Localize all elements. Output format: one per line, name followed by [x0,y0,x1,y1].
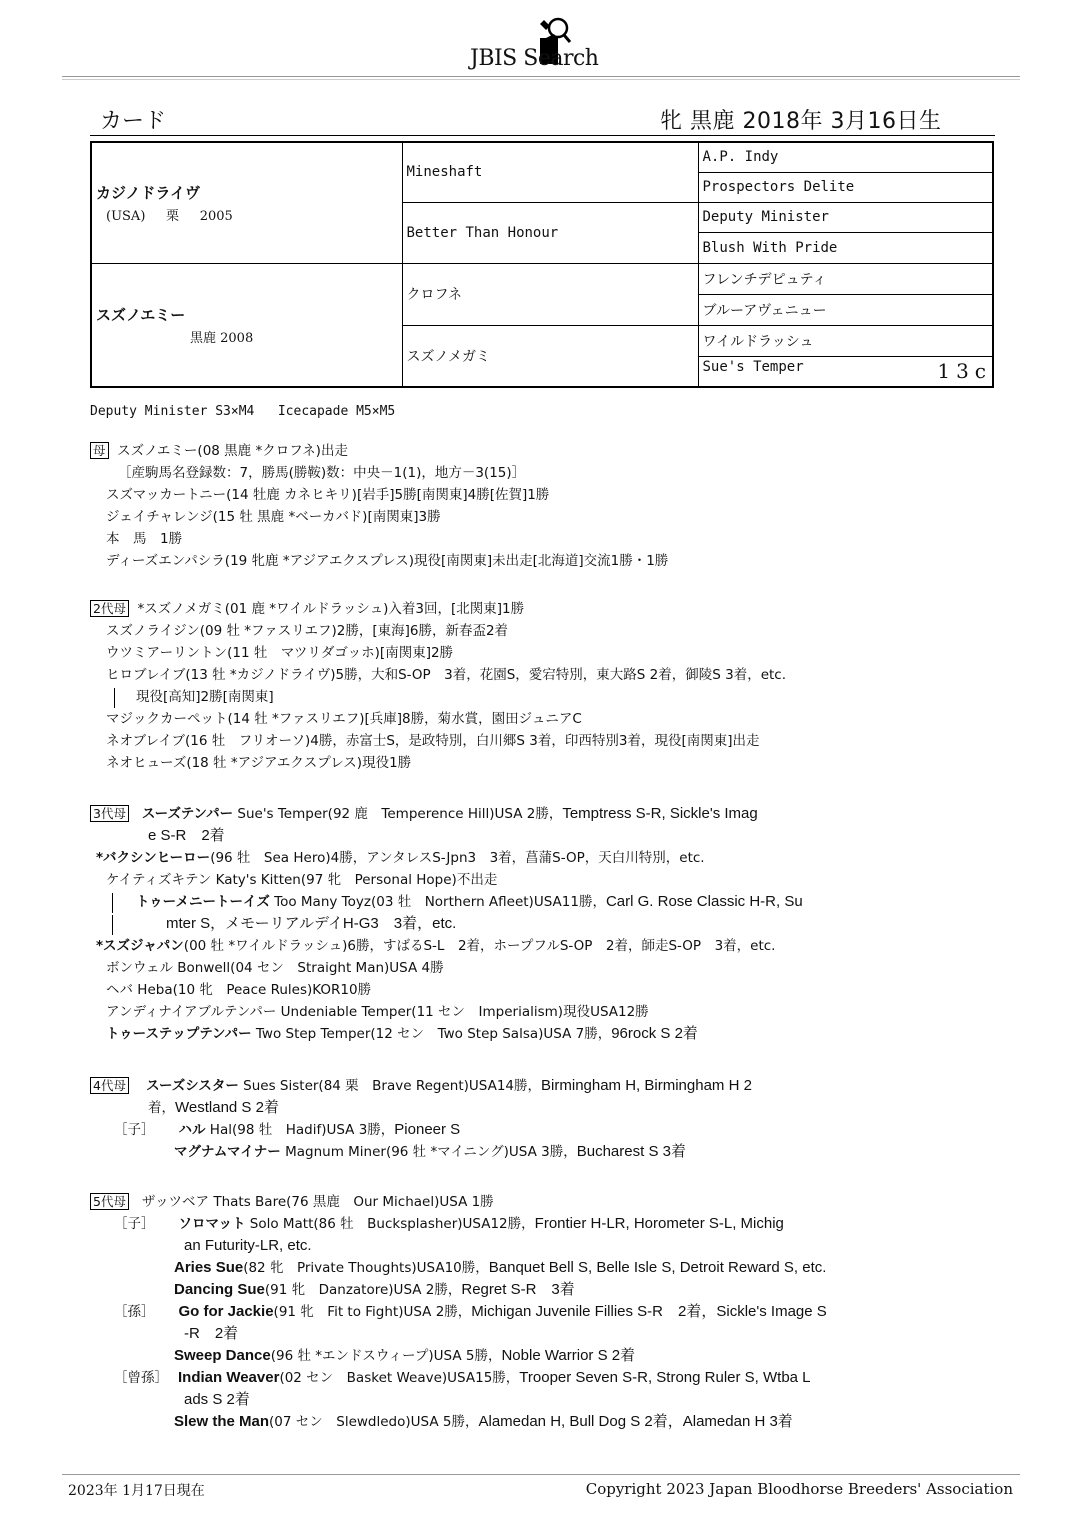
gen2-line: ネオヒューズ(18 牡 *アジアエクスプレス)現役1勝 [106,755,412,771]
gen3-horse[interactable]: スーズテンパー [141,806,234,822]
header-divider-2 [62,79,1020,80]
card-title: カード [100,109,167,134]
gen5-horse[interactable]: Indian Weaver [178,1369,280,1386]
gen5-races: ads S 2着 [184,1391,250,1408]
gen2-line: *スズノメガミ(01 鹿 *ワイルドラッシュ)入着3回，[北関東]1勝 [137,601,525,617]
logo-text: JBIS Search [470,46,599,71]
ped-g3-2[interactable]: Prospectors Delite [698,172,993,202]
gen3-horse[interactable]: *バクシンヒーロー [96,850,211,866]
gen3-text: Two Step Temper(12 セン Two Step Salsa)USA 7勝， [251,1026,612,1042]
dam-sire[interactable]: クロフネ [402,263,698,325]
gen4-section [90,1075,752,1163]
gen5-horse[interactable]: Slew the Man [174,1413,270,1430]
gen3-label: 3代母 [90,805,129,822]
gen5-races: Noble Warrior S 2着 [501,1347,636,1364]
tag-greatgrandchild: ［曾孫］ [114,1370,168,1386]
gen3-races: 96rock S 2着 [611,1025,698,1042]
gen5-races: Alamedan H, Bull Dog S 2着，Alamedan H 3着 [478,1413,793,1430]
gen5-text: (82 牝 Private Thoughts)USA10勝， [243,1260,489,1276]
gen2-section [90,598,786,774]
gen4-races: Pioneer S [394,1121,461,1138]
gen2-line: ネオブレイブ(16 牡 フリオーソ)4勝，赤富士S，是政特別，白川郷S 3着，印西特別3着，現役[南関東]出走 [106,733,760,749]
gen3-text: e S-R 2着 [148,827,225,844]
gen4-races: Birmingham H, Birmingham H 2 [541,1077,752,1094]
gen3-text: ヘバ Heba(10 牝 Peace Rules)KOR10勝 [106,982,372,998]
gen3-text: Too Many Toyz(03 牡 Northern Afleet)USA11勝， [269,894,606,910]
dam-line: ディーズエンパシラ(19 牝鹿 *アジアエクスプレス)現役[南関東]未出走[北海道]交流1勝・1勝 [106,553,669,569]
gen3-text: mter S，メモーリアルデイH-G3 3着，etc. [166,915,457,932]
gen4-text: Magnum Miner(96 牡 *マイニング)USA 3勝， [280,1144,577,1160]
horse-summary: 牝 黒鹿 2018年 3月16日生 [660,109,942,134]
gen5-text: (91 牝 Fit to Fight)USA 2勝， [273,1304,472,1320]
dam-cell [91,263,402,387]
gen3-text: Sue's Temper(92 鹿 Temperence Hill)USA 2勝， [233,806,563,822]
gen2-label: 2代母 [90,600,129,617]
ped-g3-4[interactable]: Blush With Pride [698,232,993,263]
tag-child: ［子］ [114,1216,155,1232]
gen5-races: Banquet Bell S, Belle Isle S, Detroit Reward S, etc. [488,1259,827,1276]
gen4-text: Hal(98 牡 Hadif)USA 3勝， [205,1122,395,1138]
sire-name[interactable]: カジノドライヴ [96,183,200,202]
gen4-races: Bucharest S 3着 [576,1143,686,1160]
gen3-races: Temptress S-R, Sickle's Imag [562,805,758,822]
sire-sire[interactable]: Mineshaft [402,142,698,202]
dam-line: スズノエミー(08 黒鹿 *クロフネ)出走 [117,443,348,459]
dam-line: ［産駒馬名登録数：7，勝馬(勝鞍)数：中央－1(1)，地方－3(15)］ [118,465,526,481]
gen5-text: Solo Matt(86 牡 Bucksplasher)USA12勝， [245,1216,535,1232]
gen5-horse[interactable]: Aries Sue [174,1259,244,1276]
ped-g3-6[interactable]: ブルーアヴェニュー [698,294,993,325]
sire-cell [91,142,402,263]
continuation-bar [112,915,113,935]
gen2-line: 現役[高知]2勝[南関東] [136,689,274,705]
gen5-races: Regret S-R 3着 [461,1281,575,1298]
ped-g3-8-name[interactable]: Sue's Temper [702,359,804,376]
tag-grandchild: ［孫］ [114,1304,155,1320]
ped-g3-5[interactable]: フレンチデピュティ [698,263,993,294]
gen2-line: ウツミアーリントン(11 牡 マツリダゴッホ)[南関東]2勝 [106,645,454,661]
gen4-horse[interactable]: スーズシスター [146,1078,239,1094]
gen5-races: Michigan Juvenile Fillies S-R 2着，Sickle's Image S [471,1303,827,1320]
dam-label: 母 [90,442,109,459]
dam-info: 黒鹿 2008 [190,330,254,346]
footer-divider [62,1474,1020,1475]
ped-g3-3[interactable]: Deputy Minister [698,202,993,232]
gen5-text: (91 牝 Danzatore)USA 2勝， [264,1282,462,1298]
tag-child: ［子］ [114,1122,155,1138]
gen4-text: 着， [148,1100,175,1116]
gen4-races: Westland S 2着 [175,1099,279,1116]
gen3-text: (96 牡 Sea Hero)4勝，アンタレスS-Jpn3 3着，菖蒲S-OP，天白川特別，etc. [210,850,705,866]
ped-g3-1[interactable]: A.P. Indy [698,142,993,172]
gen2-line: スズノライジン(09 牡 *ファスリエフ)2勝，[東海]6勝，新春盃2着 [106,623,509,639]
ped-g3-7[interactable]: ワイルドラッシュ [698,325,993,356]
gen3-text: (00 牡 *ワイルドラッシュ)6勝，すばるS-L 2着，ホープフルS-OP 2着，師走S-OP 3着，etc. [183,938,776,954]
header-divider [62,76,1020,77]
gen5-text: ザッツベア Thats Bare(76 黒鹿 Our Michael)USA 1勝 [141,1194,494,1210]
family-code: 13c [937,359,992,384]
gen5-horse[interactable]: Go for Jackie [178,1303,274,1320]
gen5-horse[interactable]: Sweep Dance [174,1347,271,1364]
gen3-races: Carl G. Rose Classic H-R, Su [605,893,803,910]
inbreeding-note: Deputy Minister S3×M4 Icecapade M5×M5 [90,404,396,419]
gen5-text: (07 セン Slewdledo)USA 5勝， [269,1414,479,1430]
gen3-horse[interactable]: トゥーメニートーイズ [136,894,270,910]
gen5-races: -R 2着 [184,1325,239,1342]
gen5-text: (02 セン Basket Weave)USA15勝， [279,1370,520,1386]
dam-line: ジェイチャレンジ(15 牡 黒鹿 *ベーカバド)[南関東]3勝 [106,509,441,525]
gen5-horse[interactable]: ソロマット [178,1216,246,1232]
ped-g3-8 [698,356,993,387]
jbis-search-logo[interactable] [470,14,640,74]
gen3-text: ボンウェル Bonwell(04 セン Straight Man)USA 4勝 [106,960,444,976]
as-of-date: 2023年 1月17日現在 [68,1483,205,1499]
gen3-text: アンディナイアブルテンパー Undeniable Temper(11 セン Imperialism)現役USA12勝 [106,1004,649,1020]
gen5-horse[interactable]: Dancing Sue [174,1281,265,1298]
gen5-section [90,1191,827,1433]
gen4-label: 4代母 [90,1077,129,1094]
sire-info: (USA) 栗 2005 [106,208,233,224]
copyright: Copyright 2023 Japan Bloodhorse Breeders' Association [585,1480,1013,1498]
gen5-races: an Futurity-LR, etc. [184,1237,312,1254]
gen2-line: ヒロブレイブ(13 牡 *カジノドライヴ)5勝，大和S-OP 3着，花園S，愛宕特別，東大路S 2着，御陵S 3着，etc. [106,667,787,683]
gen5-races: Trooper Seven S-R, Strong Ruler S, Wtba L [519,1369,811,1386]
gen3-section [90,803,803,1045]
continuation-bar [112,893,113,913]
gen5-text: (96 牡 *エンドスウィープ)USA 5勝， [270,1348,502,1364]
dam-name[interactable]: スズノエミー [96,305,186,324]
gen3-horse[interactable]: *スズジャパン [96,938,184,954]
dam-line: 本 馬 1勝 [106,531,183,547]
sire-dam[interactable]: Better Than Honour [402,202,698,263]
title-underline [90,135,995,136]
dam-section [90,440,668,572]
gen4-horse[interactable]: ハル [178,1122,206,1138]
pedigree-table [90,141,994,388]
dam-dam[interactable]: スズノメガミ [402,325,698,387]
gen4-text: Sues Sister(84 栗 Brave Regent)USA14勝， [238,1078,542,1094]
gen5-races: Frontier H-LR, Horometer S-L, Michig [534,1215,784,1232]
dam-line: スズマッカートニー(14 牡鹿 カネヒキリ)[岩手]5勝[南関東]4勝[佐賀]1勝 [106,487,550,503]
gen3-text: ケイティズキテン Katy's Kitten(97 牝 Personal Hope)不出走 [106,872,498,888]
gen3-horse[interactable]: トゥーステップテンパー [106,1026,252,1042]
gen4-horse[interactable]: マグナムマイナー [174,1144,281,1160]
continuation-bar [114,688,115,708]
gen5-label: 5代母 [90,1193,129,1210]
gen2-line: マジックカーペット(14 牡 *ファスリエフ)[兵庫]8勝，菊水賞，園田ジュニアC [106,711,582,727]
